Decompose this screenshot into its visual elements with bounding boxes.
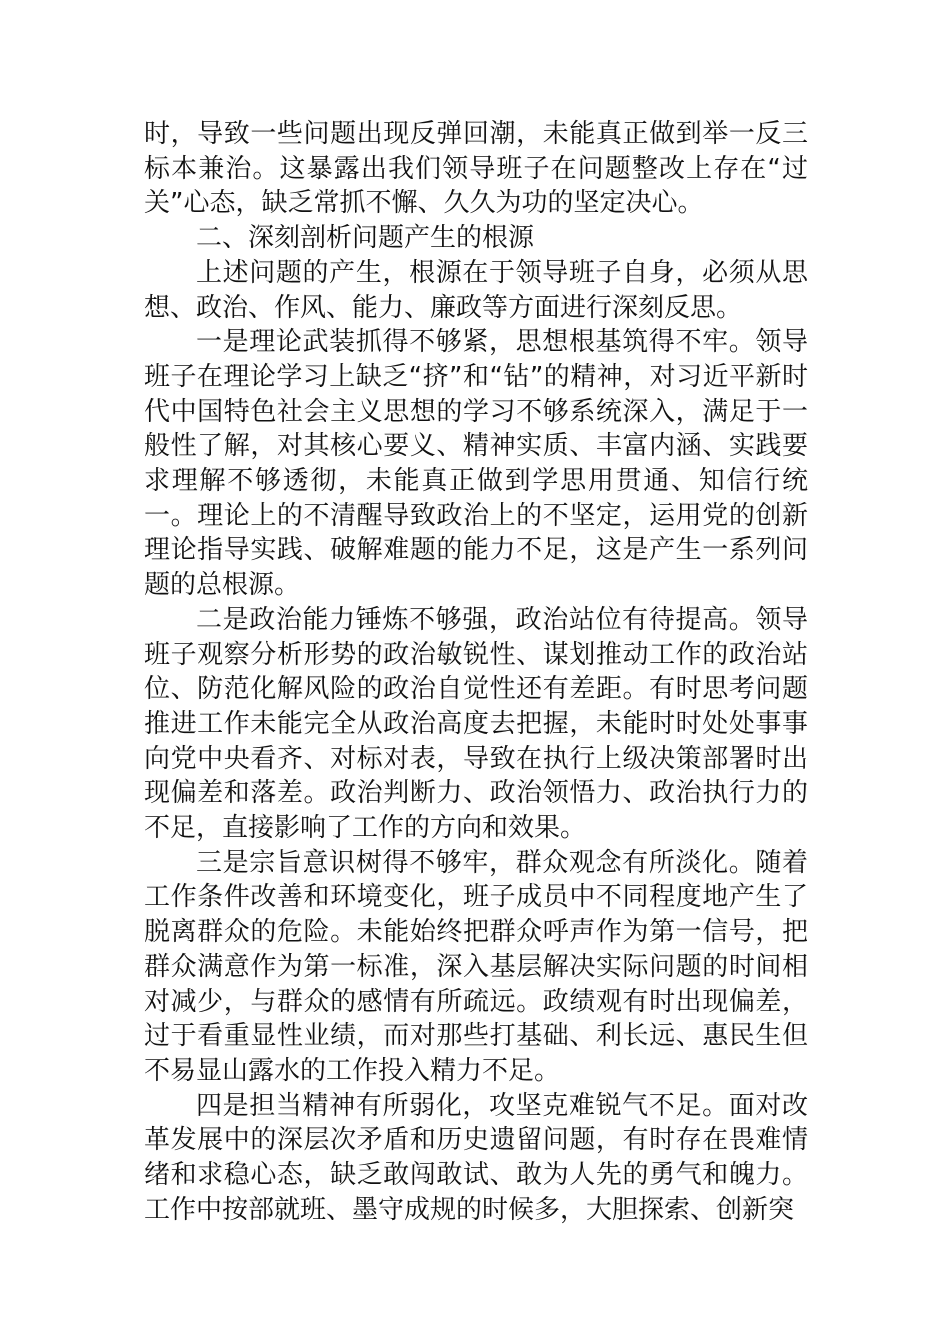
paragraph-continuation: 时，导致一些问题出现反弹回潮，未能真正做到举一反三标本兼治。这暴露出我们领导班子在问题整改上存在“过关”心态，缺乏常抓不懈、久久为功的坚定决心。 <box>144 119 808 219</box>
paragraph-point-four: 四是担当精神有所弱化，攻坚克难锐气不足。面对改革发展中的深层次矛盾和历史遗留问题，有时存在畏难情绪和求稳心态，缺乏敢闯敢试、敢为人先的勇气和魄力。工作中按部就班、墨守成规的时候多，大胆探索、创新突 <box>144 1090 808 1225</box>
section-heading: 二、深刻剖析问题产生的根源 <box>196 223 535 254</box>
document-body <box>144 117 808 1228</box>
paragraph-point-one: 一是理论武装抓得不够紧，思想根基筑得不牢。领导班子在理论学习上缺乏“挤”和“钻”的精神，对习近平新时代中国特色社会主义思想的学习不够系统深入，满足于一般性了解，对其核心要义、精神实质、丰富内涵、实践要求理解不够透彻，未能真正做到学思用贯通、知信行统一。理论上的不清醒导致政治上的不坚定，运用党的创新理论指导实践、破解难题的能力不足，这是产生一系列问题的总根源。 <box>144 327 808 601</box>
paragraph-intro: 上述问题的产生，根源在于领导班子自身，必须从思想、政治、作风、能力、廉政等方面进行深刻反思。 <box>144 257 808 323</box>
paragraph-point-three: 三是宗旨意识树得不够牢，群众观念有所淡化。随着工作条件改善和环境变化，班子成员中不同程度地产生了脱离群众的危险。未能始终把群众呼声作为第一信号，把群众满意作为第一标准，深入基层解决实际问题的时间相对减少，与群众的感情有所疏远。政绩观有时出现偏差，过于看重显性业绩，而对那些打基础、利长远、惠民生但不易显山露水的工作投入精力不足。 <box>144 847 808 1086</box>
paragraph-point-two: 二是政治能力锤炼不够强，政治站位有待提高。领导班子观察分析形势的政治敏锐性、谋划推动工作的政治站位、防范化解风险的政治自觉性还有差距。有时思考问题推进工作未能完全从政治高度去把握，未能时时处处事事向党中央看齐、对标对表，导致在执行上级决策部署时出现偏差和落差。政治判断力、政治领悟力、政治执行力的不足，直接影响了工作的方向和效果。 <box>144 604 808 844</box>
